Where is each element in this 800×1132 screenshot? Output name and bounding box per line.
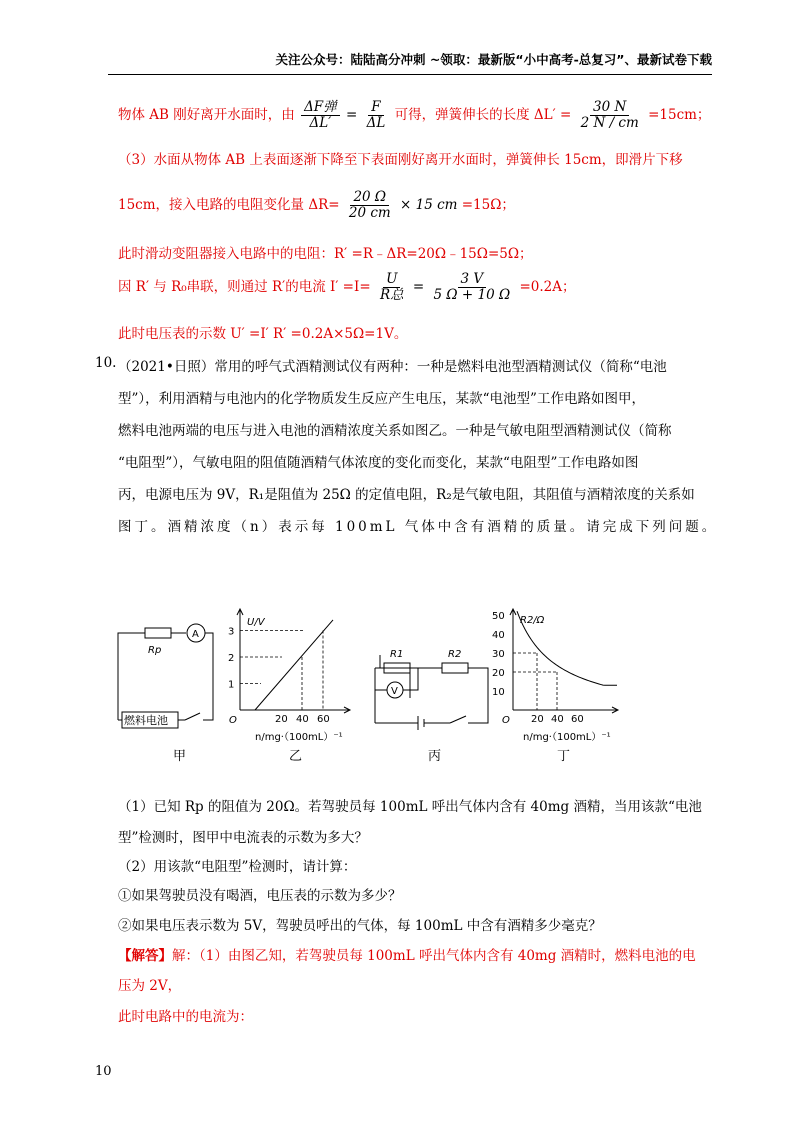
answer-line-1 xyxy=(118,944,696,964)
ding-ytick-label: 10 xyxy=(492,687,505,698)
fraction: $\frac{\text{ΔF弹}}{\Delta L'}$ xyxy=(301,100,340,131)
question-line-1: （2021•日照）常用的呼气式酒精测试仪有两种：一种是燃料电池型酒精测试仪（简称“电池 xyxy=(118,359,667,375)
caption-ding: 丁 xyxy=(557,749,571,764)
page-header: 关注公众号：陆陆高分冲刺 ~领取：最新版“小中高考-总复习”、最新试卷下载 xyxy=(275,52,712,67)
text: =15cm； xyxy=(648,106,711,123)
ding-origin: O xyxy=(502,715,510,726)
question-line-2: 型”），利用酒精与电池内的化学物质发生反应产生电压，某款“电池型”工作电路如图甲， xyxy=(118,391,645,407)
subq-2a: ①如果驾驶员没有喝酒，电压表的示数为多少？ xyxy=(118,888,402,904)
subq-2b: ②如果电压表示数为 5V，驾驶员呼出的气体，每 100mL 中含有酒精多少毫克？ xyxy=(118,918,602,934)
yi-xlabel: n/mg·（100mL）⁻¹ xyxy=(255,732,343,743)
yi-ylabel: U/V xyxy=(247,617,265,628)
text: 物体 AB 刚好离开水面时，由 xyxy=(118,106,295,123)
solution-line-6: 此时电压表的示数 U′ =I′ R′ =0.2A×5Ω=1V。 xyxy=(118,326,408,342)
caption-bing: 丙 xyxy=(428,749,442,764)
voltmeter-label: V xyxy=(391,686,398,697)
solution-line-4: 此时滑动变阻器接入电路中的电阻：R′ =R﹣ΔR=20Ω﹣15Ω=5Ω； xyxy=(118,246,533,262)
yi-xtick-label: 40 xyxy=(296,714,309,725)
fraction: $\frac{F}{\Delta L}$ xyxy=(366,99,386,131)
text: =15Ω； xyxy=(461,196,515,213)
subq-2: （2）用该款“电阻型”检测时，请计算： xyxy=(118,859,357,875)
yi-ytick-label: 2 xyxy=(228,653,235,664)
text: 15cm，接入电路的电阻变化量 ΔR= xyxy=(118,196,340,213)
answer-tag: 【解答】 xyxy=(118,948,172,964)
ding-xtick-label: 60 xyxy=(571,714,584,725)
ding-ytick-label: 20 xyxy=(492,668,505,679)
subq-1b: 型”检测时，图甲中电流表的示数为多大？ xyxy=(118,830,368,846)
ding-ytick-label: 50 xyxy=(492,611,505,622)
ding-ylabel: R2/Ω xyxy=(520,615,545,626)
fraction: $\frac{20 \Omega}{20 cm}$ xyxy=(348,189,391,221)
yi-xtick-label: 20 xyxy=(275,714,288,725)
text: =0.2A； xyxy=(519,278,576,295)
fuel-cell-label: 燃料电池 xyxy=(124,714,168,727)
question-line-4: “电阻型”），气敏电阻的阻值随酒精气体浓度的变化而变化，某款“电阻型”工作电路如图 xyxy=(118,455,639,471)
yi-ytick-label: 1 xyxy=(228,679,235,691)
solution-line-5 xyxy=(118,272,575,303)
question-line-5: 丙，电源电压为 9V，R₁是阻值为 25Ω 的定值电阻，R₂是气敏电阻，其阻值与酒精浓度的关系如 xyxy=(118,487,695,503)
question-line-3: 燃料电池两端的电压与进入电池的酒精浓度关系如图乙。一种是气敏电阻型酒精测试仪（简称 xyxy=(118,423,672,439)
yi-xtick-label: 60 xyxy=(317,714,330,725)
text: 解：（1）由图乙知，若驾驶员每 100mL 呼出气体内含有 40mg 酒精时，燃料电池的电 xyxy=(172,948,696,964)
answer-line-2: 压为 2V， xyxy=(118,978,182,994)
fraction: $\frac{3 V}{5 \Omega + 10 \Omega}$ xyxy=(433,271,511,303)
header-rule xyxy=(108,74,712,75)
answer-line-3: 此时电路中的电流为： xyxy=(118,1009,253,1025)
yi-series-line xyxy=(255,620,333,710)
caption-jia: 甲 xyxy=(173,749,187,764)
fraction: $\frac{U}{\text{R总}}$ xyxy=(379,271,404,303)
fraction: $\frac{30 N}{2 N / cm}$ xyxy=(580,99,639,131)
ding-xtick-label: 40 xyxy=(551,714,564,725)
figure-ding-chart xyxy=(478,595,628,745)
yi-ytick-label: 3 xyxy=(228,626,235,638)
text: 可得，弹簧伸长的长度 ΔL′ = xyxy=(394,106,572,123)
text: × 15 cm xyxy=(400,196,458,213)
r1-label: R1 xyxy=(390,649,404,660)
text: = xyxy=(345,106,358,123)
solution-line-3 xyxy=(118,190,515,221)
question-number: 10. xyxy=(95,355,117,371)
ding-xtick-label: 20 xyxy=(531,714,544,725)
r2-label: R2 xyxy=(448,649,462,660)
rp-label: Rp xyxy=(148,645,162,656)
figure-yi-chart xyxy=(225,595,360,745)
yi-origin: O xyxy=(229,715,237,726)
subq-1a: （1）已知 Rp 的阻值为 20Ω。若驾驶员每 100mL 呼出气体内含有 40mg 酒精，当用该款“电池 xyxy=(118,799,702,815)
page-number: 10 xyxy=(95,1064,112,1079)
solution-line-1 xyxy=(118,100,710,131)
ding-ytick-label: 40 xyxy=(492,630,505,641)
solution-line-2: （3）水面从物体 AB 上表面逐渐下降至下表面刚好离开水面时，弹簧伸长 15cm，即滑片下移 xyxy=(118,152,683,168)
ding-ytick-label: 30 xyxy=(492,649,505,660)
question-line-6: 图丁。酒精浓度（n）表示每 100mL 气体中含有酒精的质量。请完成下列问题。 xyxy=(118,519,719,535)
figure-jia-circuit xyxy=(110,595,220,735)
caption-yi: 乙 xyxy=(289,749,303,764)
text: 因 R′ 与 R₀串联，则通过 R′的电流 I′ =I= xyxy=(118,278,371,295)
resistor-rp xyxy=(145,628,171,638)
ammeter-label: A xyxy=(192,629,199,640)
text: = xyxy=(412,278,425,295)
resistor-r2 xyxy=(442,663,468,673)
ding-xlabel: n/mg·（100mL）⁻¹ xyxy=(523,732,611,743)
